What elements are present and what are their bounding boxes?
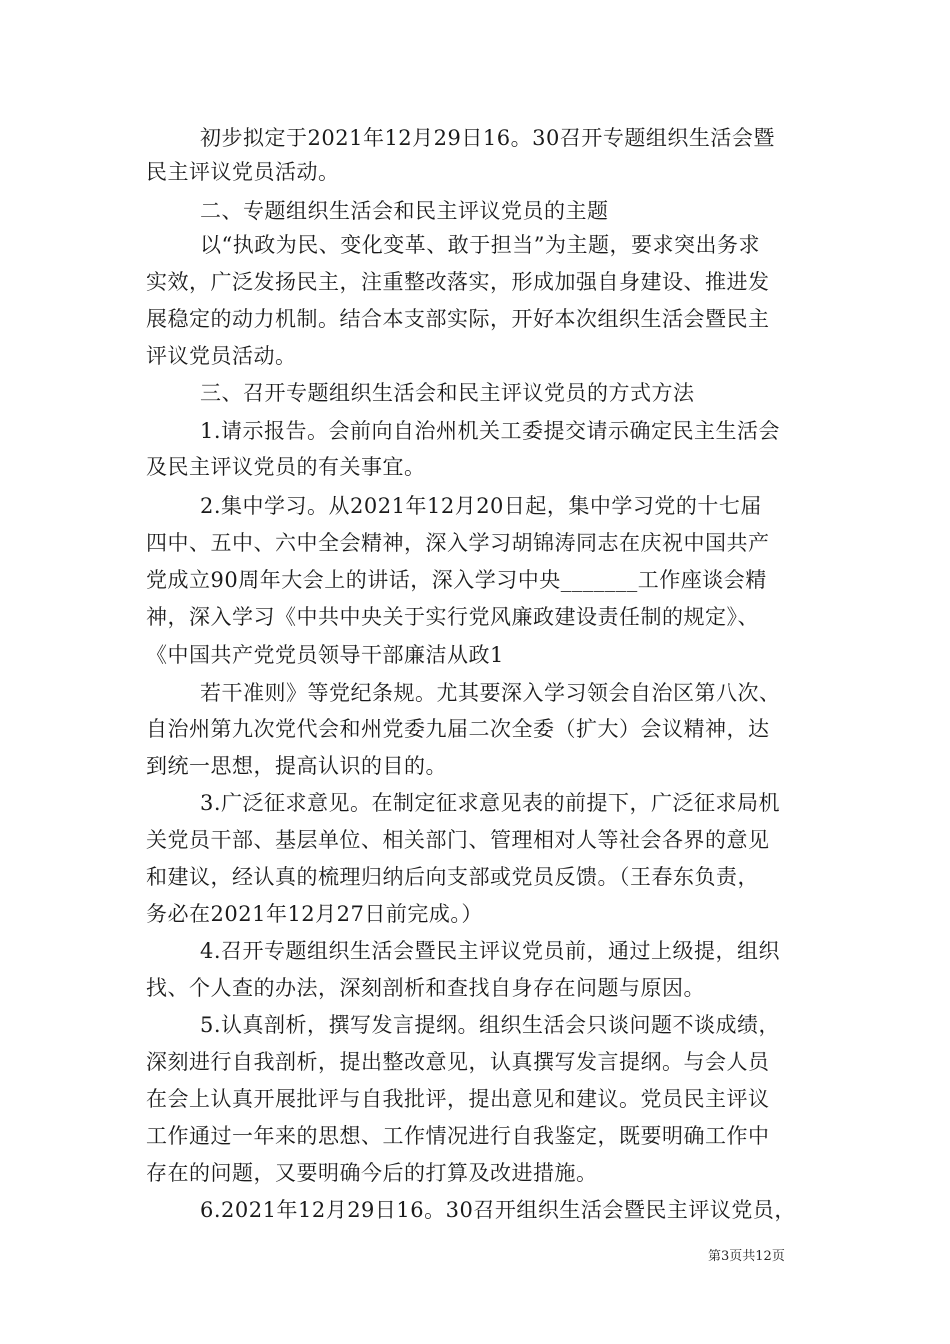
text-line: 5.认真剖析，撰写发言提纲。组织生活会只谈问题不谈成绩， <box>200 1013 781 1037</box>
text-line: 工作通过一年来的思想、工作情况进行自我鉴定，既要明确工作中 <box>146 1124 770 1148</box>
text-line: 民主评议党员活动。 <box>146 160 340 184</box>
text-line: 深刻进行自我剖析，提出整改意见，认真撰写发言提纲。与会人员 <box>146 1050 770 1074</box>
text-line: 初步拟定于2021年12月29日16。30召开专题组织生活会暨 <box>200 126 775 150</box>
text-line: 在会上认真开展批评与自我批评，提出意见和建议。党员民主评议 <box>146 1087 770 1111</box>
section-heading: 三、召开专题组织生活会和民主评议党员的方式方法 <box>200 381 695 405</box>
text-line: 存在的问题，又要明确今后的打算及改进措施。 <box>146 1161 598 1185</box>
text-line: 找、个人查的办法，深刻剖析和查找自身存在问题与原因。 <box>146 976 705 1000</box>
text-line: 3.广泛征求意见。在制定征求意见表的前提下，广泛征求局机 <box>200 791 781 815</box>
text-line: 展稳定的动力机制。结合本支部实际，开好本次组织生活会暨民主 <box>146 307 770 331</box>
text-line: 及民主评议党员的有关事宜。 <box>146 455 426 479</box>
text-line: 《中国共产党党员领导干部廉洁从政1 <box>146 643 504 667</box>
text-line: 务必在2021年12月27日前完成。） <box>146 902 483 926</box>
text-line: 实效，广泛发扬民主，注重整改落实，形成加强自身建设、推进发 <box>146 270 770 294</box>
text-line: 若干准则》等党纪条规。尤其要深入学习领会自治区第八次、 <box>200 681 781 705</box>
text-line: 自治州第九次党代会和州党委九届二次全委（扩大）会议精神，达 <box>146 717 770 741</box>
text-line: 关党员干部、基层单位、相关部门、管理相对人等社会各界的意见 <box>146 828 770 852</box>
text-line: 4.召开专题组织生活会暨民主评议党员前，通过上级提，组织 <box>200 939 781 963</box>
text-line: 1.请示报告。会前向自治州机关工委提交请示确定民主生活会 <box>200 419 781 443</box>
text-line: 2.集中学习。从2021年12月20日起，集中学习党的十七届 <box>200 494 762 518</box>
text-line: 党成立90周年大会上的讲话，深入学习中央_______工作座谈会精 <box>146 568 767 592</box>
text-line: 6.2021年12月29日16。30召开组织生活会暨民主评议党员， <box>200 1198 796 1222</box>
text-line: 和建议，经认真的梳理归纳后向支部或党员反馈。（王春东负责， <box>146 865 759 889</box>
section-heading: 二、专题组织生活会和民主评议党员的主题 <box>200 199 609 223</box>
text-line: 以“执政为民、变化变革、敢于担当”为主题，要求突出务求 <box>200 233 760 257</box>
text-line: 评议党员活动。 <box>146 344 297 368</box>
text-line: 神，深入学习《中共中央关于实行党风廉政建设责任制的规定》、 <box>146 605 759 629</box>
text-line: 到统一思想，提高认识的目的。 <box>146 754 447 778</box>
text-line: 四中、五中、六中全会精神，深入学习胡锦涛同志在庆祝中国共产 <box>146 531 770 555</box>
page-number-footer: 第3页共12页 <box>708 1249 785 1264</box>
